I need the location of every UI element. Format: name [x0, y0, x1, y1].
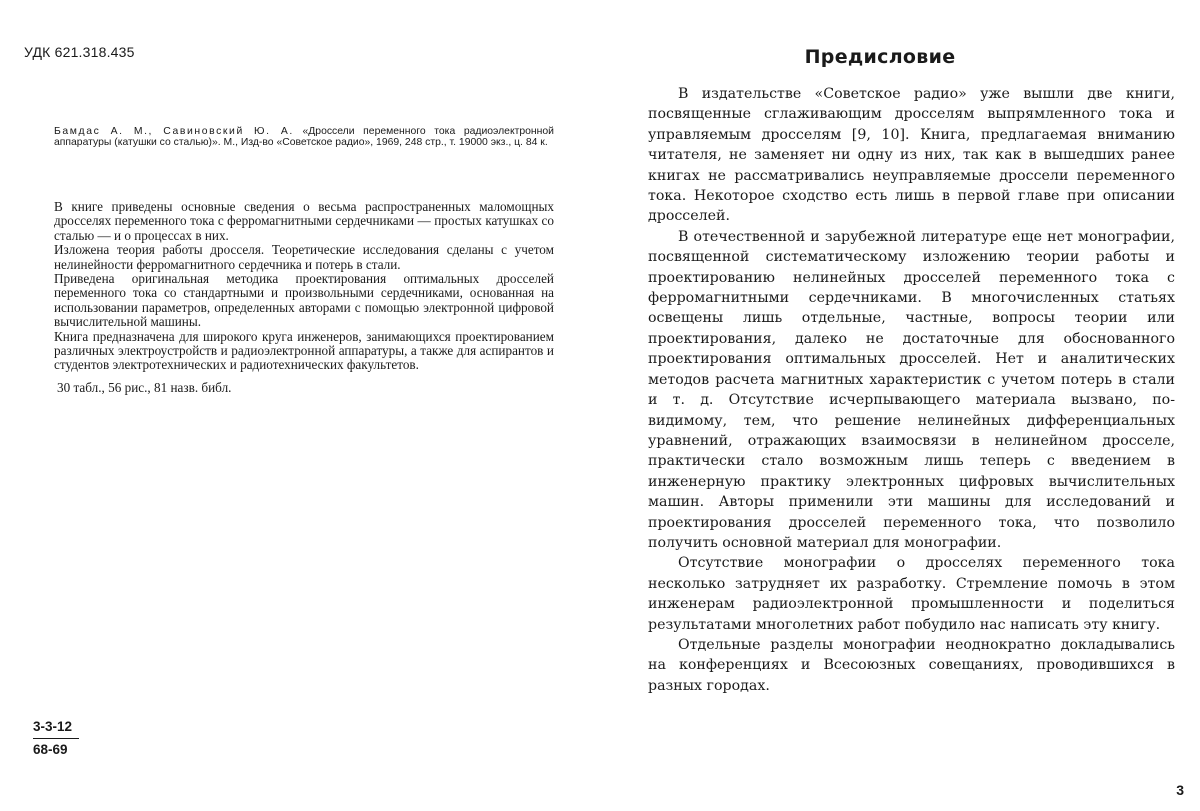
preface-heading: Предисловие	[804, 46, 956, 68]
right-page	[600, 0, 1200, 811]
annotation-paragraph: Приведена оригинальная методика проектирования оптимальных дросселей переменного тока со стандартными и произвольными сердечниками, основанная на использовании параметров, определенных авторами с помощью электронной цифровой вычислительной машины.	[54, 271, 554, 330]
preface-paragraph: Отсутствие монографии о дросселях переменного тока несколько затрудняет их разработку. Стремление помочь в этом инженерам радиоэлектронной промышленности и поделиться результатами многолетних работ побудило нас написать эту книгу.	[648, 555, 1175, 633]
biblio-authors: Бамдас А. М., Савиновский Ю. А.	[54, 126, 294, 137]
preface-paragraph: В издательстве «Советское радио» уже вышли две книги, посвященные сглаживающим дросселям выпрямленного тока и управляемым дросселям [9, 10]. Книга, предлагаемая вниманию читателя, не заменяет ни одну из них, так как в вышедших ранее книгах не рассматривались неуправляемые дроссели переменного тока. Некоторое сходство есть лишь в первой главе при описании дросселей.	[648, 86, 1175, 225]
publication-code-top: 3-3-12	[33, 719, 73, 734]
annotation-paragraph: Изложена теория работы дросселя. Теоретические исследования сделаны с учетом нелинейности ферромагнитного сердечника и потерь в стали.	[54, 242, 554, 272]
publication-code-bottom: 68-69	[33, 742, 68, 757]
annotation-stats: 30 табл., 56 рис., 81 назв. библ.	[57, 379, 232, 395]
preface-paragraph: Отдельные разделы монографии неоднократно докладывались на конференциях и Всесоюзных совещаниях, проводившихся в разных городах.	[648, 636, 1175, 694]
page-number: 3	[1176, 782, 1184, 798]
preface-paragraph: В отечественной и зарубежной литературе еще нет монографии, посвященной систематическому изложению теории работы и проектированию нелинейных дросселей переменного тока с ферромагнитными сердечниками. В многочисленных статьях освещены лишь отдельные, частные, вопросы теории или проектирования, далеко не достаточные для обоснованного проектирования оптимальных дросселей. Нет и аналитических методов расчета магнитных характеристик с учетом потерь в стали и т. д. Отсутствие исчерпывающего материала вызвано, по-видимому, тем, что решение нелинейных дифференциальных уравнений, отражающих взаимосвязи в нелинейном дросселе, практически стало возможным лишь теперь с введением в инженерную практику электронных цифровых вычислительных машин. Авторы применили эти машины для исследований и проектирования дросселей переменного тока, что позволило получить основной материал для монографии.	[648, 228, 1175, 551]
publication-code	[33, 718, 79, 759]
annotation	[54, 200, 554, 395]
udk-code: УДК 621.318.435	[24, 44, 135, 60]
biblio-text: «Дроссели переменного тока радиоэлектронной аппаратуры (катушки со сталью)». М., Изд-во «Советское радио», 1969, 248 стр., т. 19000 экз., ц. 84 к.	[54, 126, 554, 149]
annotation-paragraph: В книге приведены основные сведения о весьма распространенных маломощных дросселях переменного тока с ферромагнитными сердечниками — простых катушках со сталью — и о процессах в них.	[54, 199, 554, 243]
fraction-rule	[33, 738, 79, 739]
preface-body	[648, 84, 1175, 696]
bibliographic-record	[54, 126, 554, 149]
annotation-paragraph: Книга предназначена для широкого круга инженеров, занимающихся проектированием различных электроустройств и радиоэлектронной аппаратуры, а также для аспирантов и студентов электротехнических и радиотехнических факультетов.	[54, 328, 554, 373]
